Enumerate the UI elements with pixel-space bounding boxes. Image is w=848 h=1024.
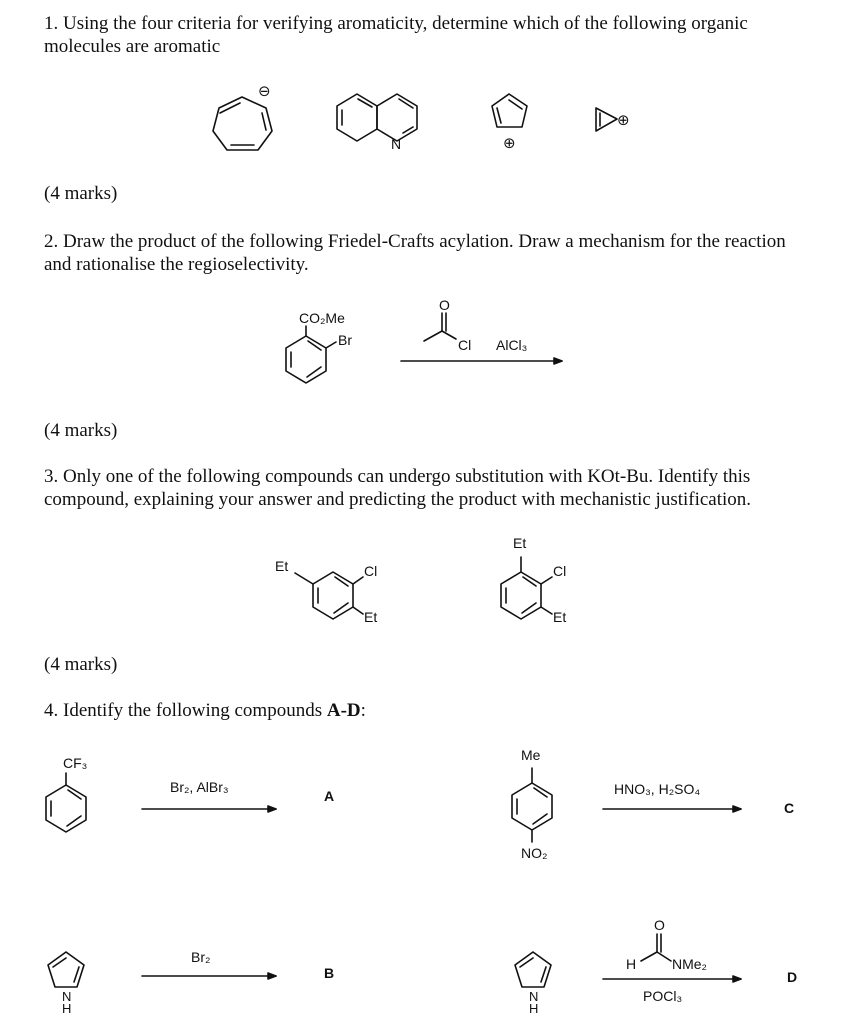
acetyl-chloride bbox=[424, 313, 456, 341]
cyclopropenyl-cation bbox=[596, 108, 617, 131]
pocl3-label: POCl₃ bbox=[643, 988, 683, 1004]
h-label: H bbox=[626, 956, 637, 972]
cf3-label: CF₃ bbox=[63, 755, 88, 771]
nme2-label: NMe₂ bbox=[672, 956, 707, 972]
br2-albr3-label: Br₂, AlBr₃ bbox=[170, 779, 229, 795]
question-4-text: 4. Identify the following compounds A-D: bbox=[44, 700, 366, 721]
cl-label: Cl bbox=[458, 337, 472, 353]
p-nitrotoluene bbox=[512, 768, 552, 842]
cycloheptatrienyl-anion bbox=[213, 97, 272, 150]
compound-c-label: C bbox=[784, 800, 795, 816]
pyrrole-2 bbox=[515, 952, 551, 987]
quinoline bbox=[337, 94, 417, 141]
dichloro-compound-2 bbox=[501, 557, 552, 619]
quinoline-n-label: N bbox=[391, 136, 402, 152]
methyl-2-bromobenzoate bbox=[286, 326, 336, 383]
question-2-marks: (4 marks) bbox=[44, 420, 118, 441]
et-label: Et bbox=[275, 558, 289, 574]
reaction-arrows bbox=[142, 358, 741, 982]
compound-b-label: B bbox=[324, 965, 335, 981]
cl-label: Cl bbox=[364, 563, 378, 579]
question-1-marks: (4 marks) bbox=[44, 183, 118, 204]
et-label: Et bbox=[513, 535, 527, 551]
question-1-text: 1. Using the four criteria for verifying aromaticity, determine which of the following organic molecules are aromatic bbox=[44, 13, 748, 57]
compound-a-label: A bbox=[324, 788, 335, 804]
et-label: Et bbox=[553, 609, 567, 625]
pyrrole-1 bbox=[48, 952, 84, 987]
hno3-h2so4-label: HNO₃, H₂SO₄ bbox=[614, 781, 701, 797]
oxygen-label: O bbox=[439, 297, 450, 313]
pyrrole-h-label: H bbox=[62, 1001, 72, 1016]
pyrrole-h-label: H bbox=[529, 1001, 539, 1016]
et-label: Et bbox=[364, 609, 378, 625]
no2-label: NO₂ bbox=[521, 845, 548, 861]
question-3-text: 3. Only one of the following compounds can undergo substitution with KOt-Bu. Identify this compound, explaining your answer and predicting the product with mechanistic justification. bbox=[44, 466, 752, 510]
me-label: Me bbox=[521, 747, 541, 763]
compound-d-label: D bbox=[787, 969, 798, 985]
plus-charge-icon: ⊕ bbox=[617, 112, 630, 129]
br-label: Br bbox=[338, 332, 352, 348]
question-3-marks: (4 marks) bbox=[44, 654, 118, 675]
oxygen-label: O bbox=[654, 917, 665, 933]
co2me-label: CO₂Me bbox=[299, 310, 345, 326]
cl-label: Cl bbox=[553, 563, 567, 579]
pyrrole-n-label: N bbox=[62, 989, 72, 1004]
plus-charge-icon: ⊕ bbox=[503, 135, 516, 152]
pyrrole-n-label: N bbox=[529, 989, 539, 1004]
br2-label: Br₂ bbox=[191, 949, 211, 965]
alcl3-label: AlCl₃ bbox=[496, 337, 528, 353]
minus-charge-icon: ⊖ bbox=[258, 83, 271, 100]
dichloro-compound-1 bbox=[295, 572, 363, 619]
cyclopentadienyl-cation bbox=[492, 94, 527, 127]
dmf bbox=[641, 934, 671, 961]
trifluoromethylbenzene bbox=[46, 773, 86, 832]
question-2-text: 2. Draw the product of the following Friedel-Crafts acylation. Draw a mechanism for the reaction and rationalise the regioselectivity. bbox=[44, 231, 786, 275]
